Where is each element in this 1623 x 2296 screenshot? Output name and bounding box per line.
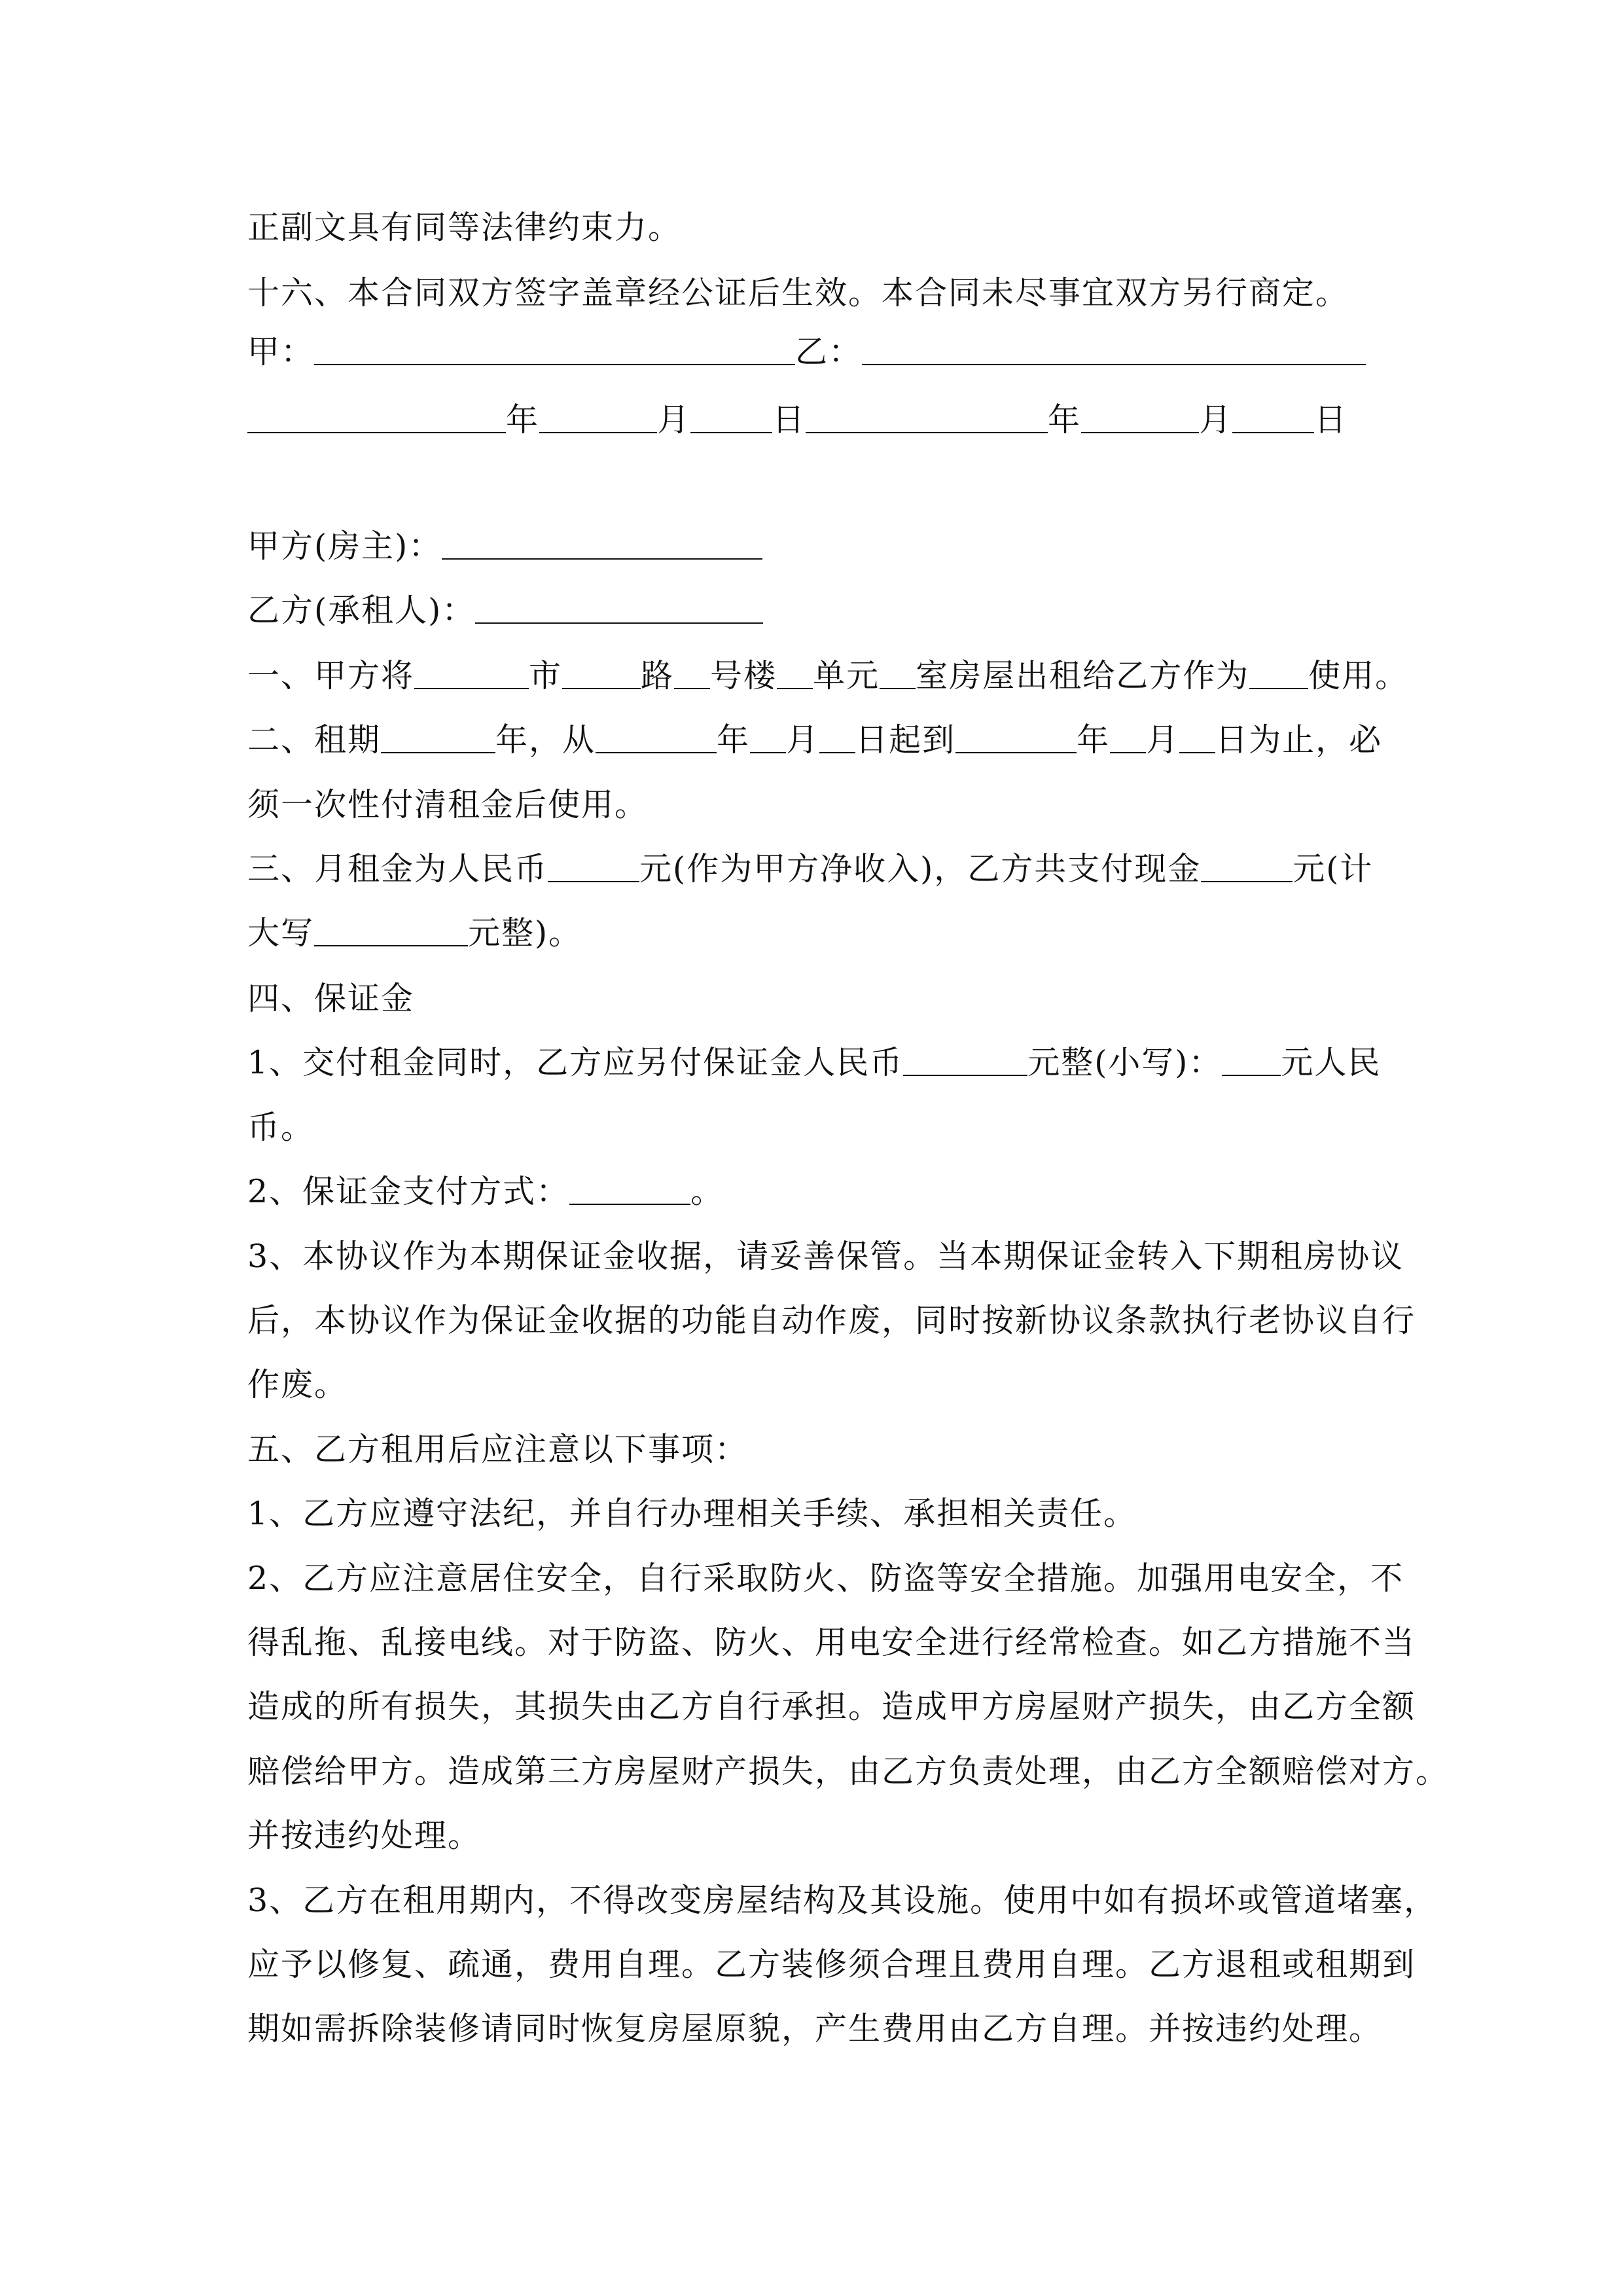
text-line: 造成的所有损失，其损失由乙方自行承担。造成甲方房屋财产损失，由乙方全额 <box>247 1688 1416 1725</box>
text-line: 大写 元整)。 <box>247 914 582 952</box>
clause-2-line: 二、租期 年，从 年 月 日起到 年 月 日为止，必 <box>247 721 1383 759</box>
text-line: 并按违约处理。 <box>247 1817 482 1854</box>
text-line: 须一次性付清租金后使用。 <box>247 786 649 823</box>
landlord-line: 甲方(房主)： <box>247 527 762 566</box>
text-line: 1、乙方应遵守法纪，并自行办理相关手续、承担相关责任。 <box>247 1495 1137 1532</box>
text-line: 赔偿给甲方。造成第三方房屋财产损失，由乙方负责处理，由乙方全额赔偿对方。 <box>247 1753 1450 1790</box>
payment-method-line: 2、保证金支付方式： 。 <box>247 1173 724 1210</box>
deposit-line: 1、交付租金同时，乙方应另付保证金人民币 元整(小写)： 元人民 <box>247 1044 1382 1081</box>
text-line: 后，本协议作为保证金收据的功能自动作废，同时按新协议条款执行老协议自行 <box>247 1302 1416 1339</box>
signature-line: 甲： 乙： <box>247 332 1366 372</box>
text-line: 期如需拆除装修请同时恢复房屋原貌，产生费用由乙方自理。并按违约处理。 <box>247 2010 1383 2047</box>
text-line: 作废。 <box>247 1366 348 1403</box>
text-line: 2、乙方应注意居住安全，自行采取防火、防盗等安全措施。加强用电安全，不 <box>247 1560 1404 1597</box>
text-line: 得乱拖、乱接电线。对于防盗、防火、用电安全进行经常检查。如乙方措施不当 <box>247 1624 1416 1661</box>
text-line: 3、本协议作为本期保证金收据，请妥善保管。当本期保证金转入下期租房协议 <box>247 1238 1404 1275</box>
date-line: 年 月 日 年 月 日 <box>247 401 1347 440</box>
text-line: 正副文具有同等法律约束力。 <box>247 209 682 246</box>
text-line: 3、乙方在租用期内，不得改变房屋结构及其设施。使用中如有损坏或管道堵塞， <box>247 1882 1438 1919</box>
section-heading: 四、保证金 <box>247 980 415 1017</box>
clause-3-line: 三、月租金为人民币 元(作为甲方净收入)，乙方共支付现金 元(计 <box>247 850 1374 888</box>
text-line: 应予以修复、疏通，费用自理。乙方装修须合理且费用自理。乙方退租或租期到 <box>247 1946 1416 1983</box>
tenant-line: 乙方(承租人)： <box>247 591 763 630</box>
section-heading: 五、乙方租用后应注意以下事项： <box>247 1431 749 1468</box>
clause-1-line: 一、甲方将 市 路 号楼 单元 室房屋出租给乙方作为 使用。 <box>247 657 1409 694</box>
text-line: 币。 <box>247 1109 315 1146</box>
text-line: 十六、本合同双方签字盖章经公证后生效。本合同未尽事宜双方另行商定。 <box>247 274 1349 312</box>
